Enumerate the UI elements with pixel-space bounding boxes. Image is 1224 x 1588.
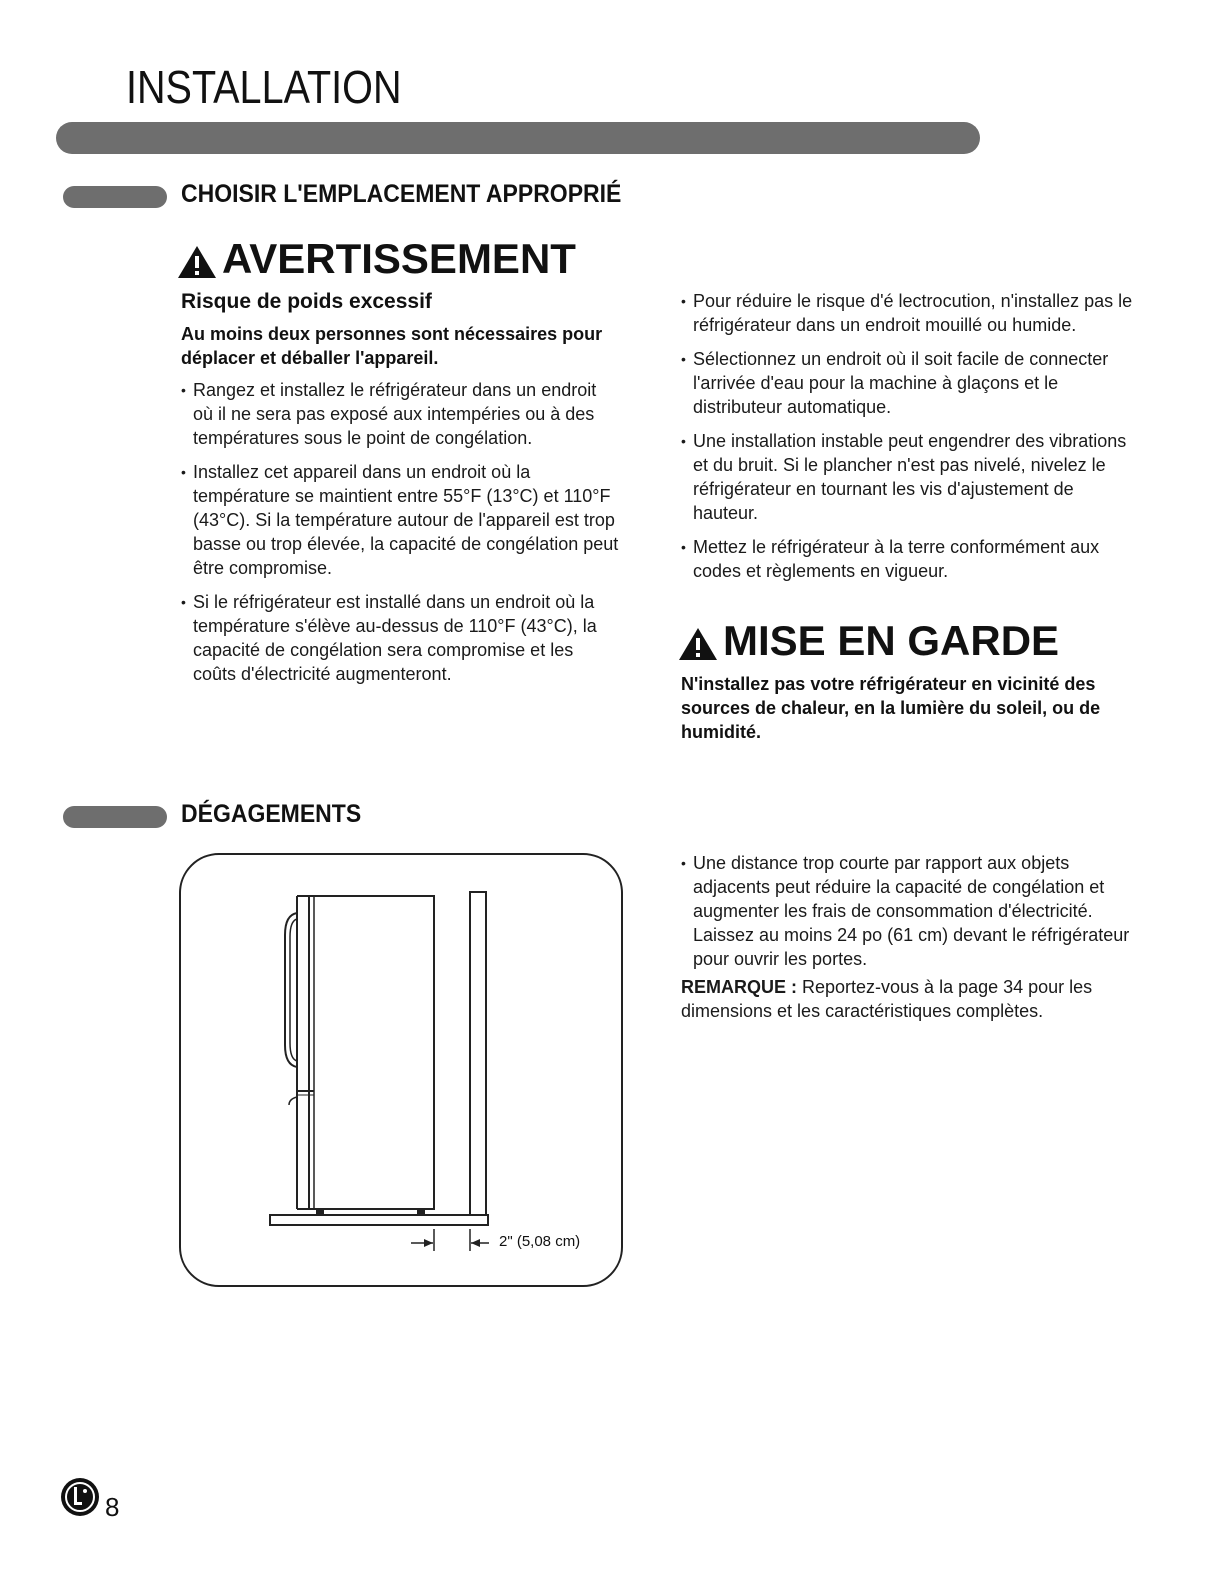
warning-subheading: Risque de poids excessif [181, 290, 432, 313]
warning-column [181, 290, 621, 696]
clearance-text [681, 851, 1141, 1023]
remark-paragraph [681, 975, 1141, 1023]
list-item: • Si le réfrigérateur est installé dans un endroit où la température s'élève au-dessus de 110°F (43°C), la capacité de congélation sera compromise et les coûts d'électricité augmenteront. [181, 590, 621, 686]
page-number: 8 [105, 1492, 120, 1522]
section-marker [63, 186, 167, 208]
page-title: INSTALLATION [126, 61, 402, 113]
lg-logo-icon [60, 1477, 100, 1517]
title-bar [56, 122, 980, 154]
section-marker [63, 806, 167, 828]
right-bullet-list [681, 289, 1141, 593]
warning-triangle-icon [176, 244, 218, 280]
list-item: • Sélectionnez un endroit où il soit facile de connecter l'arrivée d'eau pour la machine à glaçons et le distributeur automatique. [681, 347, 1141, 419]
warning-intro: Au moins deux personnes sont nécessaires pour déplacer et déballer l'appareil. [181, 324, 603, 368]
clearance-diagram [179, 853, 623, 1287]
clearance-bullet-text-2: Laissez au moins 24 po (61 cm) devant le réfrigérateur pour ouvrir les portes. [693, 925, 1130, 969]
list-item: • Installez cet appareil dans un endroit où la température se maintient entre 55°F (13°C) et 110°F (43°C). Si la température autour de l'appareil est trop basse ou trop élevée, la capacité de congélation peut être compromise. [181, 460, 621, 580]
list-item: • Pour réduire le risque d'é lectrocution, n'installez pas le réfrigérateur dans un endroit mouillé ou humide. [681, 289, 1141, 337]
remark-text: Reportez-vous à la page 34 pour les dimensions et les caractéristiques complètes. [681, 977, 1093, 1021]
gap-dimension-label: 2" (5,08 cm) [499, 1233, 581, 1250]
warning-triangle-icon [677, 626, 719, 662]
caution-heading [677, 617, 1060, 664]
list-item: • Mettez le réfrigérateur à la terre conformément aux codes et règlements en vigueur. [681, 535, 1141, 583]
clearance-bullet-text: Une distance trop courte par rapport aux objets adjacents peut réduire la capacité de congélation et augmenter les frais de consommation d'électricité. [693, 853, 1105, 921]
list-item: • Une installation instable peut engendrer des vibrations et du bruit. Si le plancher n'est pas nivelé, nivelez le réfrigérateur en tournant les vis d'ajustement de hauteur. [681, 429, 1141, 525]
refrigerator-side-view-illustration [181, 855, 621, 1285]
warning-title: AVERTISSEMENT [222, 235, 576, 282]
section-heading-clearances: DÉGAGEMENTS [181, 800, 362, 828]
warning-heading [176, 235, 576, 282]
section-heading-location: CHOISIR L'EMPLACEMENT APPROPRIÉ [181, 180, 622, 208]
list-item [681, 851, 1141, 971]
remark-label: REMARQUE : [681, 977, 797, 997]
caution-text: N'installez pas votre réfrigérateur en vicinité des sources de chaleur, en la lumière du soleil, ou de humidité. [681, 674, 1101, 742]
list-item: • Rangez et installez le réfrigérateur dans un endroit où il ne sera pas exposé aux intempéries ou à des températures sous le point de congélation. [181, 378, 621, 450]
caution-title: MISE EN GARDE [723, 617, 1060, 664]
warning-bullet-list [181, 378, 621, 686]
